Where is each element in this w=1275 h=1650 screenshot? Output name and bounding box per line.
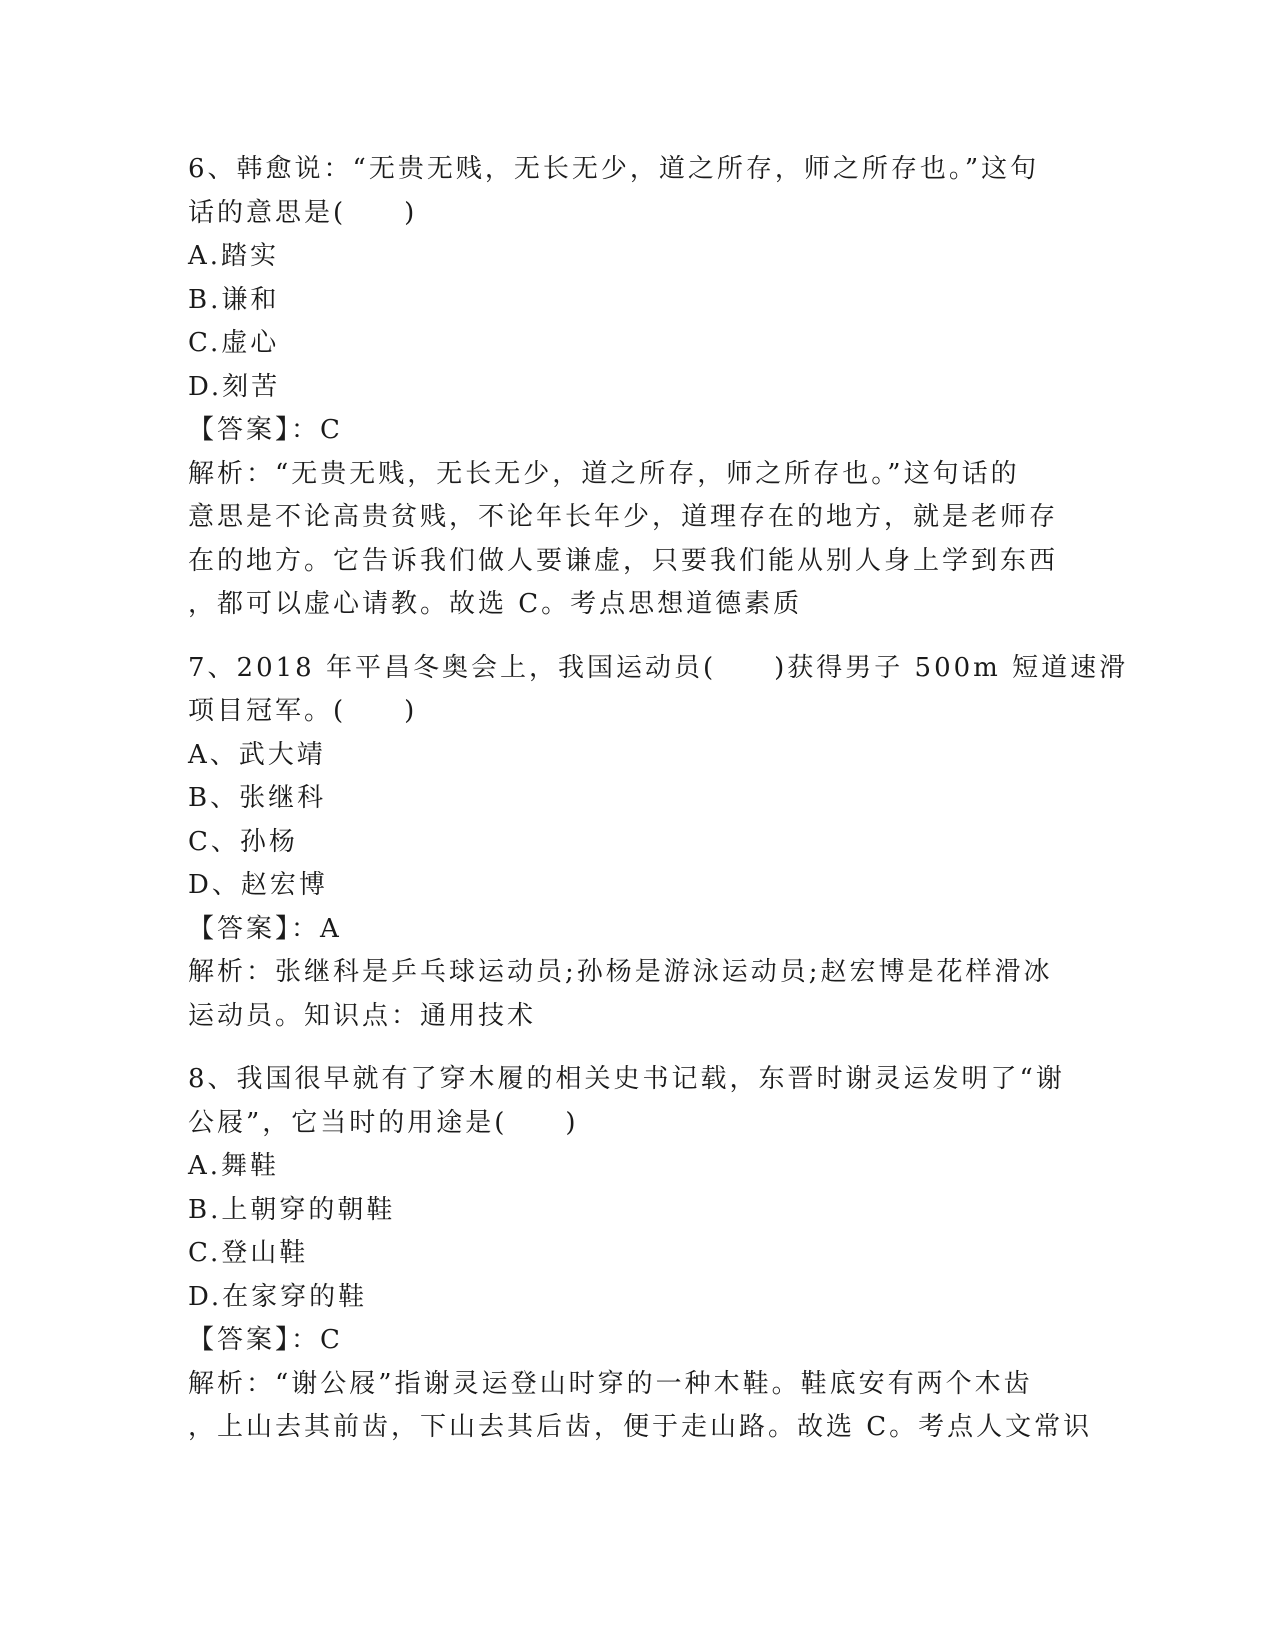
option-c: C、孙杨 — [188, 826, 298, 857]
analysis-line: 解析：“无贵无贱，无长无少，道之所存，师之所存也。”这句话的 — [188, 458, 1020, 489]
document-page — [188, 148, 1129, 1450]
question-stem: 项目冠军。( ) — [188, 696, 418, 726]
question-8 — [188, 1058, 1093, 1450]
analysis-line: 意思是不论高贵贫贱，不论年长年少，道理存在的地方，就是老师存 — [188, 502, 1059, 532]
answer-line: 【答案】：A — [188, 913, 342, 944]
question-stem: 6、韩愈说：“无贵无贱，无长无少，道之所存，师之所存也。”这句 — [188, 154, 1040, 184]
question-stem: 话的意思是( ) — [188, 197, 418, 228]
analysis-line: 解析：“谢公屐”指谢灵运登山时穿的一种木鞋。鞋底安有两个木齿 — [188, 1368, 1033, 1399]
question-6 — [188, 148, 1088, 627]
option-d: D.刻苦 — [188, 371, 281, 402]
answer-line: 【答案】：C — [188, 1325, 343, 1355]
analysis-line: 解析：张继科是乒乓球运动员;孙杨是游泳运动员;赵宏博是花样滑冰 — [188, 957, 1053, 987]
option-b: B.上朝穿的朝鞋 — [188, 1194, 396, 1225]
question-stem: 8、我国很早就有了穿木履的相关史书记载，东晋时谢灵运发明了“谢 — [188, 1064, 1065, 1094]
option-d: D.在家穿的鞋 — [188, 1281, 368, 1312]
question-stem: 7、2018 年平昌冬奥会上，我国运动员( )获得男子 500m 短道速滑 — [188, 652, 1129, 683]
analysis-line: 在的地方。它告诉我们做人要谦虚，只要我们能从别人身上学到东西 — [188, 545, 1059, 576]
question-7 — [188, 647, 1129, 1039]
option-b: B.谦和 — [188, 284, 280, 315]
question-stem: 公屐”，它当时的用途是( ) — [188, 1107, 579, 1138]
option-b: B、张继科 — [188, 783, 327, 813]
analysis-line: ，上山去其前齿，下山去其后齿，便于走山路。故选 C。考点人文常识 — [188, 1412, 1093, 1442]
option-c: C.登山鞋 — [188, 1238, 309, 1268]
option-c: C.虚心 — [188, 328, 280, 358]
answer-line: 【答案】：C — [188, 415, 343, 445]
analysis-line: ，都可以虚心请教。故选 C。考点思想道德素质 — [188, 589, 803, 619]
option-a: A、武大靖 — [188, 739, 326, 770]
option-a: A.踏实 — [188, 241, 280, 271]
option-a: A.舞鞋 — [188, 1151, 280, 1181]
option-d: D、赵宏博 — [188, 870, 328, 900]
analysis-line: 运动员。知识点：通用技术 — [188, 1000, 537, 1031]
